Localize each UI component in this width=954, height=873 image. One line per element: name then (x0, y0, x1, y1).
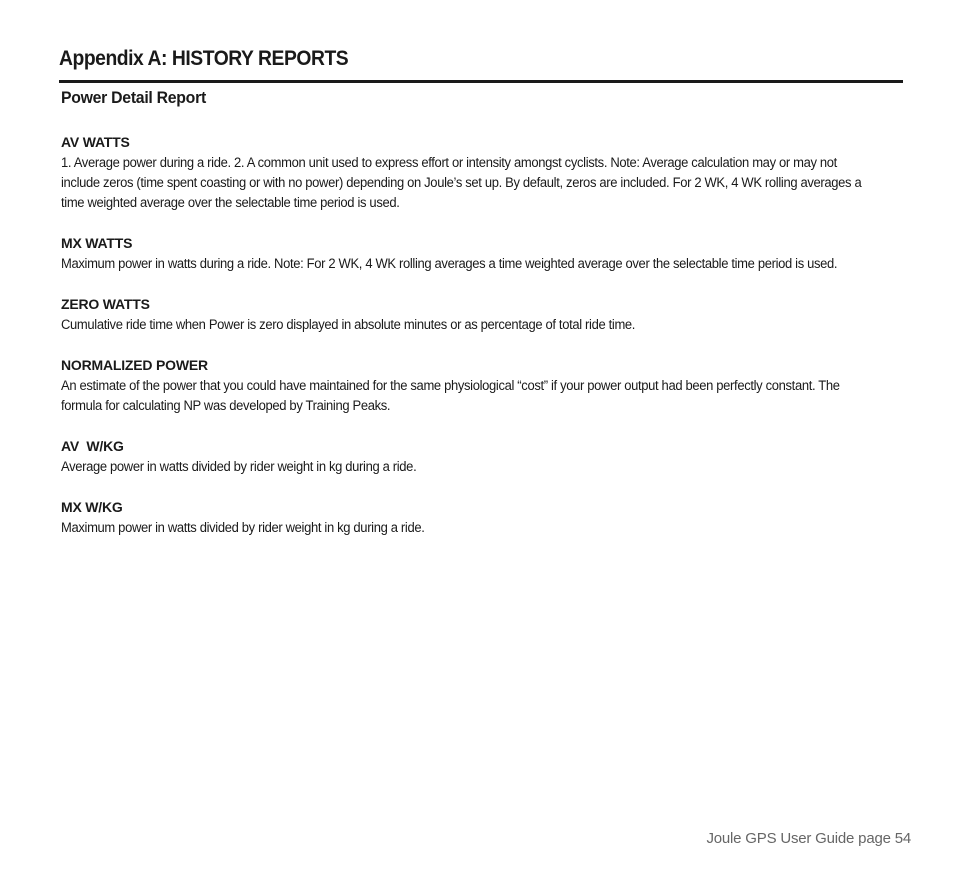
definition-entry-mx-watts (61, 234, 881, 274)
page-title: Appendix A: HISTORY REPORTS (59, 47, 349, 70)
page-footer: Joule GPS User Guide page 54 (706, 830, 911, 847)
definition-entry-av-wkg (61, 437, 881, 477)
term-definition: Cumulative ride time when Power is zero displayed in absolute minutes or as percentage of total ride time. (61, 317, 636, 332)
term-label: AV WATTS (61, 134, 130, 150)
term-label: MX W/KG (61, 499, 123, 515)
section-title: Power Detail Report (61, 88, 206, 107)
term-definition: Maximum power in watts divided by rider weight in kg during a ride. (61, 520, 425, 535)
term-label: MX WATTS (61, 235, 133, 251)
definition-entry-zero-watts (61, 295, 881, 335)
definition-entry-mx-wkg (61, 498, 881, 538)
term-label: NORMALIZED POWER (61, 357, 208, 373)
term-definition: Average power in watts divided by rider weight in kg during a ride. (61, 459, 417, 474)
definition-list (61, 133, 881, 559)
definition-entry-normalized-power (61, 356, 881, 416)
term-label: AV W/KG (61, 438, 124, 454)
term-label: ZERO WATTS (61, 296, 150, 312)
term-definition: Maximum power in watts during a ride. Note: For 2 WK, 4 WK rolling averages a time weighted average over the selectable time period is used. (61, 256, 838, 271)
title-divider (59, 80, 903, 83)
definition-entry-av-watts (61, 133, 881, 213)
term-definition: An estimate of the power that you could have maintained for the same physiological “cost” if your power output had been perfectly constant. The formula for calculating NP was developed by Training Peaks. (61, 378, 840, 413)
term-definition: 1. Average power during a ride. 2. A common unit used to express effort or intensity amongst cyclists. Note: Average calculation may or may not include zeros (time spent coasting or with no power) depending on Joule’s set up. By default, zeros are included. For 2 WK, 4 WK rolling averages a time weighted average over the selectable time period is used. (61, 155, 862, 210)
